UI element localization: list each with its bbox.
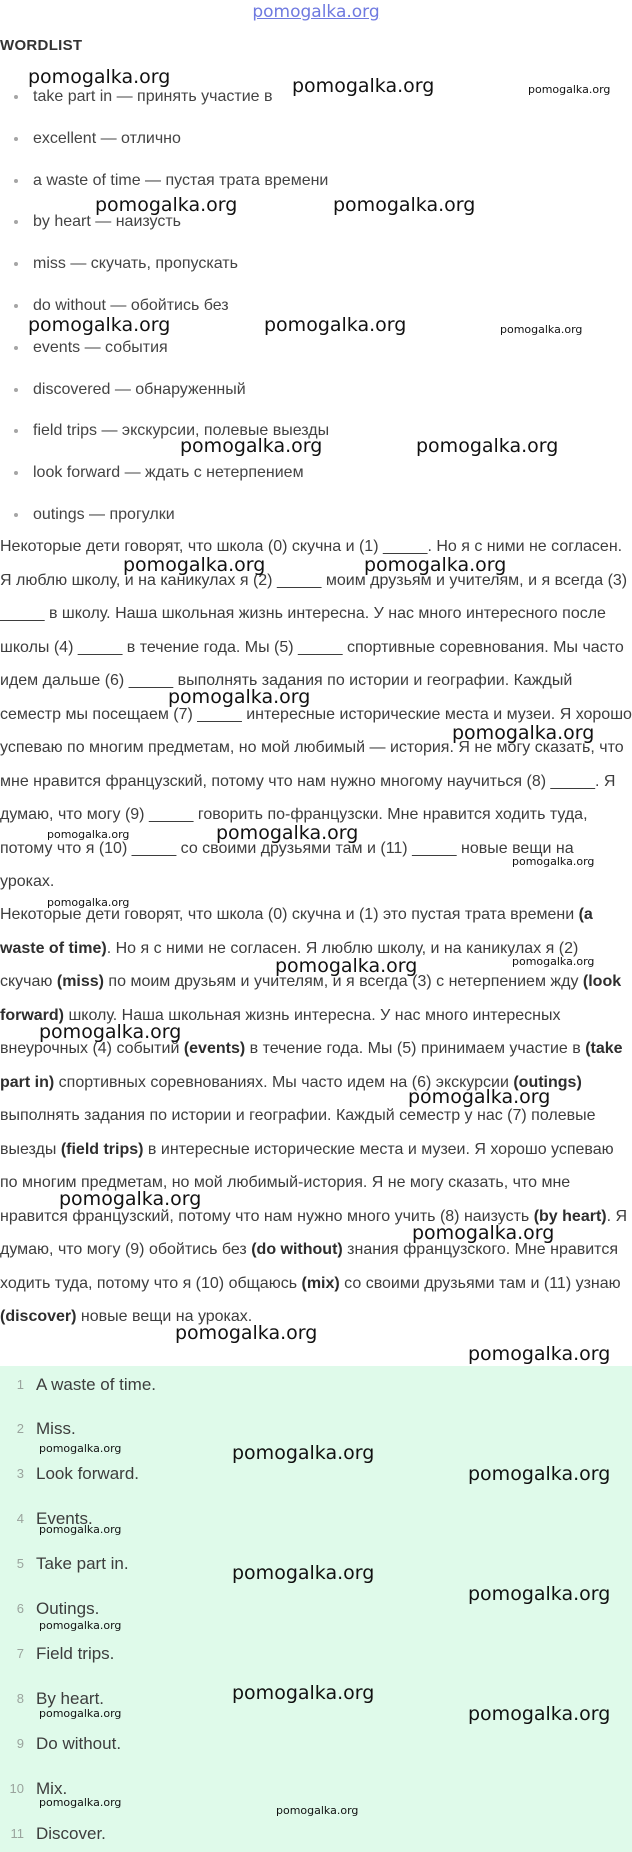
bullet-icon xyxy=(14,220,18,224)
watermark: pomogalka.org xyxy=(28,66,171,88)
bullet-icon xyxy=(14,262,18,266)
watermark: pomogalka.org xyxy=(216,822,359,844)
answer-text-segment: новые вещи на уроках. xyxy=(76,1308,253,1325)
bullet-icon xyxy=(14,513,18,517)
watermark: pomogalka.org xyxy=(468,1463,611,1485)
wordlist-item xyxy=(0,243,632,285)
answer-keyword: (field trips) xyxy=(60,1140,144,1158)
watermark: pomogalka.org xyxy=(232,1562,375,1584)
watermark: pomogalka.org xyxy=(232,1682,375,1704)
answer-text-segment: выполнять задания по истории и географии. Каждый семестр у нас (7) полевые выезды xyxy=(0,1107,596,1158)
wordlist xyxy=(0,76,632,536)
bullet-icon xyxy=(14,304,18,308)
watermark: pomogalka.org xyxy=(47,828,130,841)
answer-keyword: (look forward) xyxy=(0,973,622,1024)
watermark: pomogalka.org xyxy=(416,435,559,457)
bullet-icon xyxy=(14,137,18,141)
wordlist-item-text: discovered — обнаруженный xyxy=(33,380,246,398)
answer-keyword: (outings) xyxy=(513,1073,582,1091)
watermark: pomogalka.org xyxy=(292,75,435,97)
answer-keyword: (do without) xyxy=(251,1241,343,1258)
watermark: pomogalka.org xyxy=(512,855,595,868)
answer-number: 10 xyxy=(9,1781,24,1796)
answer-text-segment: в интересные исторические места и музеи. Я хорошо успеваю по многим предметам, но мой любимый-история. Я не могу сказать, что мне нравится французский, потому что нам нужно много учить (8) наизусть xyxy=(0,1140,614,1225)
answer-item xyxy=(0,1638,632,1670)
watermark: pomogalka.org xyxy=(528,83,611,96)
answer-text-segment: спортивных соревнованиях. Мы часто идем на (6) экскурсии xyxy=(54,1073,514,1091)
watermark: pomogalka.org xyxy=(468,1343,611,1365)
answers-list xyxy=(0,1366,632,1852)
answer-keyword: (by heart) xyxy=(533,1207,607,1225)
watermark: pomogalka.org xyxy=(39,1796,122,1809)
watermark: pomogalka.org xyxy=(39,1523,122,1536)
watermark: pomogalka.org xyxy=(232,1442,375,1464)
watermark: pomogalka.org xyxy=(123,554,266,576)
answer-item-text: Miss. xyxy=(36,1419,76,1438)
bullet-icon xyxy=(14,429,18,433)
answer-item-text: Outings. xyxy=(36,1599,100,1618)
watermark: pomogalka.org xyxy=(468,1583,611,1605)
watermark: pomogalka.org xyxy=(180,435,323,457)
bullet-icon xyxy=(14,179,18,183)
answer-item-text: Take part in. xyxy=(36,1554,129,1573)
answer-item-text: A waste of time. xyxy=(36,1375,156,1394)
answer-number: 11 xyxy=(10,1826,24,1841)
bullet-icon xyxy=(14,95,18,99)
answer-item xyxy=(0,1728,632,1760)
answer-number: 1 xyxy=(16,1377,24,1392)
watermark: pomogalka.org xyxy=(452,722,595,744)
answer-keyword: (take part in) xyxy=(0,1040,623,1091)
watermark: pomogalka.org xyxy=(264,314,407,336)
answer-number: 4 xyxy=(16,1511,24,1526)
bullet-icon xyxy=(14,471,18,475)
wordlist-item-text: do without — обойтись без xyxy=(33,296,229,314)
answer-item-text: Mix. xyxy=(36,1779,68,1798)
watermark: pomogalka.org xyxy=(364,554,507,576)
answer-number: 3 xyxy=(16,1466,24,1481)
answer-number: 8 xyxy=(16,1691,24,1706)
watermark: pomogalka.org xyxy=(512,955,595,968)
watermark: pomogalka.org xyxy=(95,194,238,216)
answer-keyword: (miss) xyxy=(56,973,104,990)
answer-text-segment: знания французского. Мне нравится ходить туда, потому что я (10) общаюсь xyxy=(0,1241,618,1292)
answer-item-text: Field trips. xyxy=(36,1644,115,1663)
site-link[interactable]: pomogalka.org xyxy=(252,2,380,22)
bullet-icon xyxy=(14,388,18,392)
answer-text-segment: . Но я с ними не согласен. Я люблю школу, и на каникулах я (2) скучаю xyxy=(0,939,579,990)
watermark: pomogalka.org xyxy=(28,314,171,336)
wordlist-item-text: field trips — экскурсии, полевые выезды xyxy=(33,422,330,440)
bullet-icon xyxy=(14,346,18,350)
watermark: pomogalka.org xyxy=(39,1442,122,1455)
watermark: pomogalka.org xyxy=(39,1619,122,1632)
wordlist-item xyxy=(0,369,632,411)
answer-number: 5 xyxy=(16,1556,24,1571)
answer-text-segment: по моим друзьям и учителям, и я всегда (3) с нетерпением жду xyxy=(103,973,583,990)
wordlist-item-text: excellent — отлично xyxy=(33,129,181,147)
answer-item-text: Do without. xyxy=(36,1734,122,1753)
watermark: pomogalka.org xyxy=(275,955,418,977)
wordlist-item-text: take part in — принять участие в xyxy=(33,88,273,105)
answer-number: 7 xyxy=(16,1646,24,1661)
watermark: pomogalka.org xyxy=(39,1707,122,1720)
answer-item xyxy=(0,1413,632,1445)
wordlist-item-text: miss — скучать, пропускать xyxy=(33,255,238,273)
watermark: pomogalka.org xyxy=(468,1703,611,1725)
answer-keyword: (events) xyxy=(183,1040,246,1057)
wordlist-item-text: events — события xyxy=(33,338,168,356)
answer-item-text: Events. xyxy=(36,1509,93,1528)
watermark: pomogalka.org xyxy=(408,1086,551,1108)
answer-number: 9 xyxy=(16,1736,24,1751)
watermark: pomogalka.org xyxy=(333,194,476,216)
answer-text-segment: со своими друзьями там и (11) узнаю xyxy=(339,1274,621,1292)
watermark: pomogalka.org xyxy=(39,1021,182,1043)
answer-item-text: By heart. xyxy=(36,1689,105,1708)
watermark: pomogalka.org xyxy=(500,323,583,336)
answer-text-segment: . Я думаю, что могу (9) обойтись без xyxy=(0,1207,628,1258)
watermark: pomogalka.org xyxy=(175,1322,318,1344)
answer-item xyxy=(0,1369,632,1401)
answer-item-text: Discover. xyxy=(36,1824,106,1843)
answer-text-segment: Некоторые дети говорят, что школа (0) скучна и (1) это пустая трата времени xyxy=(0,906,579,923)
wordlist-item-text: by heart — наизусть xyxy=(33,213,182,231)
answer-item xyxy=(0,1818,632,1850)
answer-text-segment: в течение года. Мы (5) принимаем участие в xyxy=(245,1040,586,1057)
wordlist-item xyxy=(0,118,632,160)
exercise-text: Некоторые дети говорят, что школа (0) скучна и (1) _____. Но я с ними не согласен. Я люблю школу, и на каникулах я (2) _____ моим друзьям и учителям, и я всегда (3) _____ в школу. Наша школьная жизнь интересна. У нас много интересного после школы (4) _____ в течение года. Мы (5) _____ спортивные соревнования. Мы часто идем дальше (6) _____ выполнять задания по истории и географии. Каждый семестр мы посещаем (7) _____ интересные исторические места и музеи. Я хорошо успеваю по многим предметам, но мой любимый — история. Я не могу сказать, что мне нравится французский, потому что нам нужно многому научиться (8) _____. Я думаю, что могу (9) _____ говорить по-французски. Мне нравится ходить туда, потому что я (10) _____ со своими друзьями там и (11) _____ новые вещи на уроках. xyxy=(0,538,632,890)
answer-number: 6 xyxy=(16,1601,24,1616)
watermark: pomogalka.org xyxy=(47,896,130,909)
answer-keyword: (a waste of time) xyxy=(0,906,593,957)
wordlist-heading: WORDLIST xyxy=(0,37,83,54)
wordlist-item-text: a waste of time — пустая трата времени xyxy=(33,171,329,189)
answer-item-text: Look forward. xyxy=(36,1464,139,1483)
wordlist-item-text: outings — прогулки xyxy=(33,505,175,523)
watermark: pomogalka.org xyxy=(168,686,311,708)
answer-keyword: (discover) xyxy=(0,1308,77,1325)
watermark: pomogalka.org xyxy=(276,1804,359,1817)
answer-number: 2 xyxy=(16,1421,24,1436)
watermark: pomogalka.org xyxy=(412,1222,555,1244)
wordlist-item-text: look forward — ждать с нетерпением xyxy=(33,464,304,482)
answer-keyword: (mix) xyxy=(301,1274,340,1292)
watermark: pomogalka.org xyxy=(59,1188,202,1210)
answer-text-segment: школу. Наша школьная жизнь интересна. У нас много интересных внеурочных (4) событий xyxy=(0,1006,561,1057)
wordlist-item xyxy=(0,452,632,494)
